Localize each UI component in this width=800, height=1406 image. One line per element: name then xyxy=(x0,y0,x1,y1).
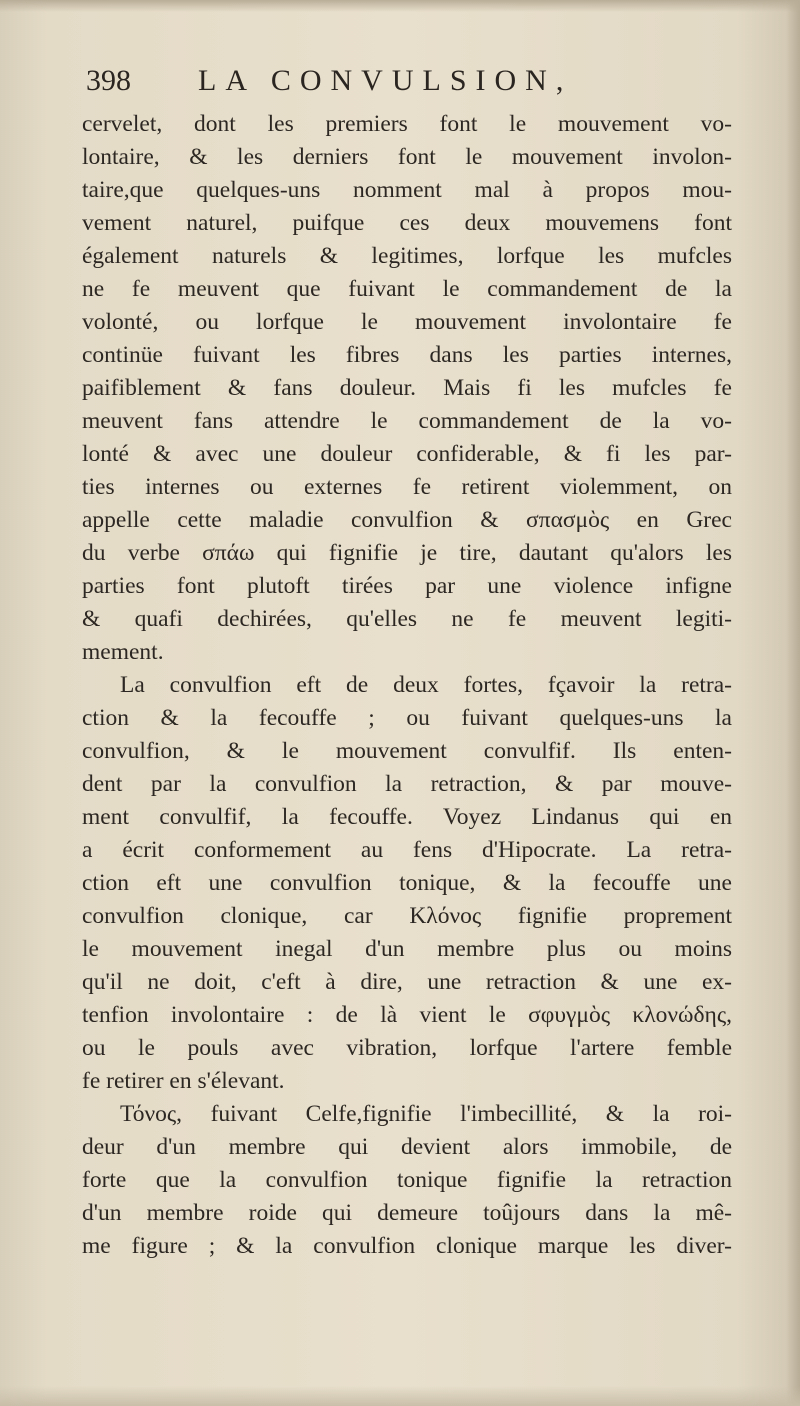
text-line: deur d'un membre qui devient alors immobile, de xyxy=(82,1134,732,1160)
page-bottom-edge xyxy=(0,1386,800,1406)
text-line: parties font plutoft tirées par une violence infigne xyxy=(82,573,732,599)
text-line: a écrit conformement au fens d'Hipocrate. La retra- xyxy=(82,837,732,863)
text-line: Τόνος, fuivant Celfe,fignifie l'imbecillité, & la roi- xyxy=(120,1101,732,1127)
text-line: & quafi dechirées, qu'elles ne fe meuvent legiti- xyxy=(82,606,732,632)
text-line: me figure ; & la convulfion clonique marque les diver- xyxy=(82,1233,732,1259)
text-line: meuvent fans attendre le commandement de la vo- xyxy=(82,408,732,434)
text-line: lontaire, & les derniers font le mouvement involon- xyxy=(82,144,732,170)
text-line: qu'il ne doit, c'eft à dire, une retraction & une ex- xyxy=(82,969,732,995)
text-line: lonté & avec une douleur confiderable, & fi les par- xyxy=(82,441,732,467)
text-line: volonté, ou lorfque le mouvement involontaire fe xyxy=(82,309,732,335)
page-number: 398 xyxy=(86,64,131,97)
text-line: convulfion clonique, car Κλόνος fignifie proprement xyxy=(82,903,732,929)
text-line: mement. xyxy=(82,639,164,665)
text-line: tenfion involontaire : de là vient le σφυγμὸς κλονώδης, xyxy=(82,1002,732,1028)
text-line: forte que la convulfion tonique fignifie la retraction xyxy=(82,1167,732,1193)
page-right-edge xyxy=(786,0,800,1406)
text-line: vement naturel, puifque ces deux mouvemens font xyxy=(82,210,732,236)
text-line: appelle cette maladie convulfion & σπασμὸς en Grec xyxy=(82,507,732,533)
page-top-shadow xyxy=(0,0,800,12)
text-line: paifiblement & fans douleur. Mais fi les mufcles fe xyxy=(82,375,732,401)
text-line: ction eft une convulfion tonique, & la fecouffe une xyxy=(82,870,732,896)
text-line: le mouvement inegal d'un membre plus ou moins xyxy=(82,936,732,962)
text-line: également naturels & legitimes, lorfque les mufcles xyxy=(82,243,732,269)
text-line: d'un membre roide qui demeure toûjours dans la mê- xyxy=(82,1200,732,1226)
text-line: ou le pouls avec vibration, lorfque l'artere femble xyxy=(82,1035,732,1061)
text-line: taire,que quelques-uns nomment mal à propos mou- xyxy=(82,177,732,203)
text-line: du verbe σπάω qui fignifie je tire, dautant qu'alors les xyxy=(82,540,732,566)
text-line: ction & la fecouffe ; ou fuivant quelques-uns la xyxy=(82,705,732,731)
text-line: dent par la convulfion la retraction, & par mouve- xyxy=(82,771,732,797)
text-line: La convulfion eft de deux fortes, fçavoir la retra- xyxy=(120,672,732,698)
text-line: cervelet, dont les premiers font le mouvement vo- xyxy=(82,111,732,137)
body-text xyxy=(82,108,732,1263)
text-line: ment convulfif, la fecouffe. Voyez Lindanus qui en xyxy=(82,804,732,830)
running-head: LA CONVULSION, xyxy=(198,64,573,97)
text-line: continüe fuivant les fibres dans les parties internes, xyxy=(82,342,732,368)
text-line: ties internes ou externes fe retirent violemment, on xyxy=(82,474,732,500)
text-line: fe retirer en s'élevant. xyxy=(82,1068,285,1094)
text-line: ne fe meuvent que fuivant le commandement de la xyxy=(82,276,732,302)
text-line: convulfion, & le mouvement convulfif. Ils enten- xyxy=(82,738,732,764)
page-header xyxy=(86,64,736,106)
